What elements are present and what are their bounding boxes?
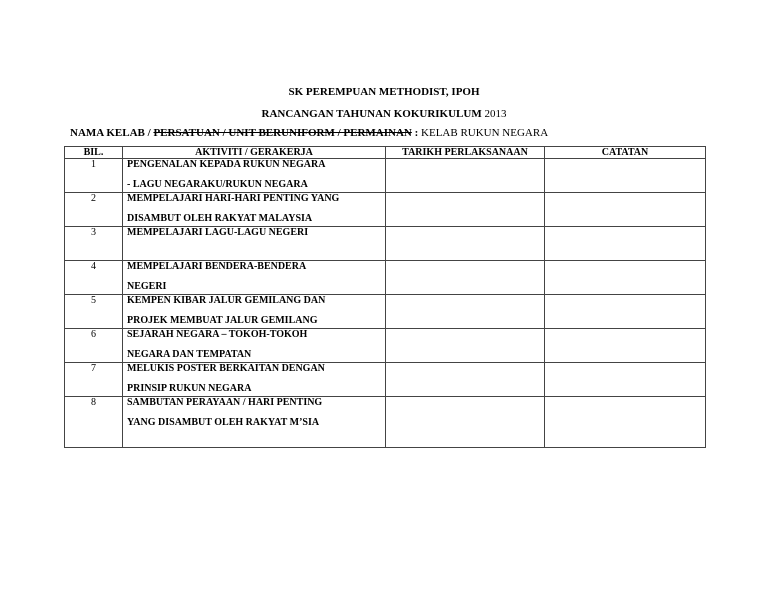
activity-line-1: MEMPELAJARI LAGU-LAGU NEGERI <box>127 227 309 238</box>
row-number: 7 <box>65 363 123 397</box>
activity-line-1: SAMBUTAN PERAYAAN / HARI PENTING <box>127 397 323 408</box>
table-row <box>65 397 706 448</box>
activity-cell <box>123 193 386 227</box>
note-cell <box>545 329 706 363</box>
note-cell <box>545 397 706 448</box>
school-name: SK PEREMPUAN METHODIST, IPOH <box>288 86 480 98</box>
note-cell <box>545 261 706 295</box>
row-number: 3 <box>65 227 123 261</box>
date-cell <box>386 295 545 329</box>
activity-cell <box>123 227 386 261</box>
date-cell <box>386 363 545 397</box>
col-date: TARIKH PERLAKSANAAN <box>386 147 545 159</box>
activity-cell <box>123 363 386 397</box>
table-header-row <box>65 147 706 159</box>
activity-line-2: - LAGU NEGARAKU/RUKUN NEGARA <box>127 179 308 190</box>
note-cell <box>545 159 706 193</box>
plan-title <box>0 108 768 120</box>
note-cell <box>545 363 706 397</box>
note-cell <box>545 227 706 261</box>
activity-line-1: MEMPELAJARI HARI-HARI PENTING YANG <box>127 193 340 204</box>
activity-line-2: NEGARA DAN TEMPATAN <box>127 349 252 360</box>
club-name: KELAB RUKUN NEGARA <box>421 127 549 139</box>
activity-line-1: MELUKIS POSTER BERKAITAN DENGAN <box>127 363 325 374</box>
activity-line-1: MEMPELAJARI BENDERA-BENDERA <box>127 261 307 272</box>
table-row <box>65 363 706 397</box>
date-cell <box>386 261 545 295</box>
activity-line-2: DISAMBUT OLEH RAKYAT MALAYSIA <box>127 213 313 224</box>
row-number: 6 <box>65 329 123 363</box>
plan-year: 2013 <box>484 108 507 120</box>
table-row <box>65 295 706 329</box>
activity-table <box>64 146 706 448</box>
row-number: 1 <box>65 159 123 193</box>
table-row <box>65 329 706 363</box>
table-row <box>65 261 706 295</box>
note-cell <box>545 295 706 329</box>
date-cell <box>386 159 545 193</box>
activity-line-2: YANG DISAMBUT OLEH RAKYAT M’SIA <box>127 417 320 428</box>
col-note: CATATAN <box>545 147 706 159</box>
activity-cell <box>123 329 386 363</box>
activity-line-1: KEMPEN KIBAR JALUR GEMILANG DAN <box>127 295 326 306</box>
club-line <box>70 127 548 139</box>
activity-line-2: NEGERI <box>127 281 167 292</box>
col-bil: BIL. <box>65 147 123 159</box>
activity-cell <box>123 261 386 295</box>
activity-cell <box>123 295 386 329</box>
club-separator: : <box>411 127 422 139</box>
table-row <box>65 159 706 193</box>
row-number: 8 <box>65 397 123 448</box>
activity-line-1: PENGENALAN KEPADA RUKUN NEGARA <box>127 159 326 170</box>
table-row <box>65 227 706 261</box>
date-cell <box>386 329 545 363</box>
date-cell <box>386 397 545 448</box>
club-strike: PERSATUAN / UNIT BERUNIFORM / PERMAINAN <box>153 127 412 139</box>
row-number: 2 <box>65 193 123 227</box>
note-cell <box>545 193 706 227</box>
date-cell <box>386 193 545 227</box>
row-number: 4 <box>65 261 123 295</box>
table-row <box>65 193 706 227</box>
date-cell <box>386 227 545 261</box>
activity-line-2: PROJEK MEMBUAT JALUR GEMILANG <box>127 315 318 326</box>
row-number: 5 <box>65 295 123 329</box>
activity-cell <box>123 397 386 448</box>
col-activity: AKTIVITI / GERAKERJA <box>123 147 386 159</box>
club-prefix: NAMA KELAB / <box>70 127 154 139</box>
plan-title-text: RANCANGAN TAHUNAN KOKURIKULUM <box>261 108 482 120</box>
activity-cell <box>123 159 386 193</box>
activity-line-2: PRINSIP RUKUN NEGARA <box>127 383 252 394</box>
activity-line-1: SEJARAH NEGARA – TOKOH-TOKOH <box>127 329 308 340</box>
